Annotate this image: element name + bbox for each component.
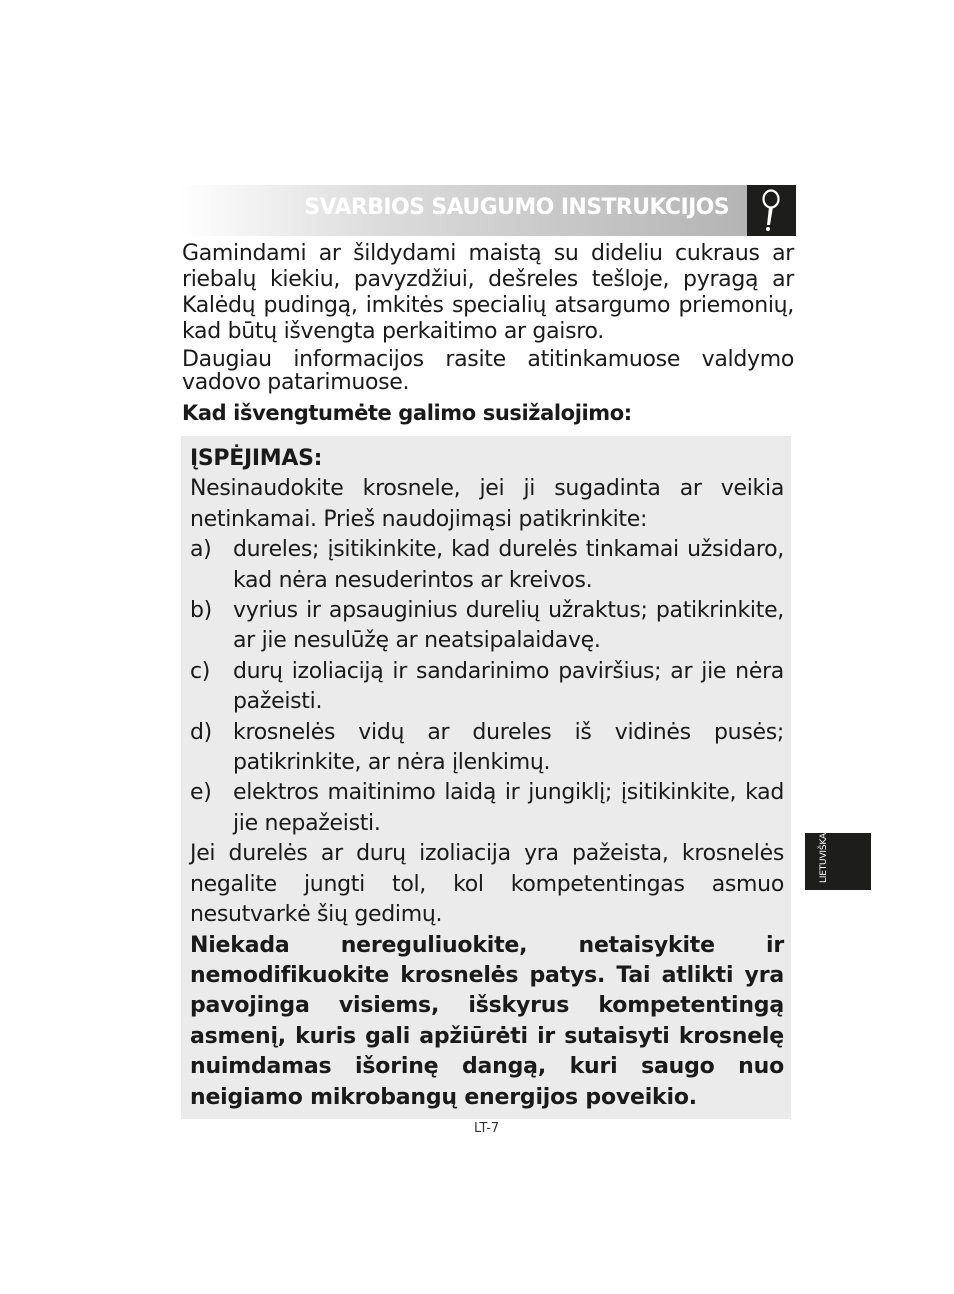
warning-after-text: Jei durelės ar durų izoliacija yra pažeista, krosnelės negalite jungti tol, kol kompetentingas asmuo nesutvarkė šių gedimų. [190, 841, 784, 928]
language-tab [805, 830, 871, 890]
check-list [190, 535, 784, 839]
list-item [190, 535, 784, 596]
warning-bold-text: Niekada nereguliuokite, netaisykite ir nemodifikuokite krosnelės patys. Tai atlikti yra pavojinga visiems, išskyrus kompetentingą asmenį, kuris gali apžiūrėti ir sutaisyti krosnelę nuimdamas išorinę dangą, kuri saugo nuo neigiamo mikrobangų energijos poveikio. [190, 932, 784, 1110]
page-number: LT-7 [474, 1121, 500, 1136]
section-title: SVARBIOS SAUGUMO INSTRUKCIJOS [304, 195, 729, 220]
info-paragraph: Daugiau informacijos rasite atitinkamuose valdymo vadovo patarimuose. [182, 347, 794, 395]
section-header [179, 185, 747, 236]
list-item [190, 596, 784, 657]
list-item-label: d) [190, 719, 212, 745]
list-item [190, 778, 784, 839]
subheading: Kad išvengtumėte galimo susižalojimo: [182, 401, 632, 425]
list-item-text: durų izoliaciją ir sandarinimo paviršius; ar jie nėra pažeisti. [233, 658, 784, 715]
intro-paragraph: Gamindami ar šildydami maistą su dideliu cukraus ar riebalų kiekiu, pavyzdžiui, dešreles tešloje, pyragą ar Kalėdų pudingą, imkitės specialių atsargumo priemonių, kad būtų išvengta perkaitimo ar gaisro. [182, 241, 794, 344]
list-item-text: dureles; įsitikinkite, kad durelės tinkamai užsidaro, kad nėra nesuderintos ar kreivos. [233, 537, 784, 593]
list-item-text: krosnelės vidų ar dureles iš vidinės pusės; patikrinkite, ar nėra įlenkimų. [233, 719, 784, 776]
list-item-label: a) [190, 537, 212, 563]
warning-intro: Nesinaudokite krosnele, jei ji sugadinta ar veikia netinkamai. Prieš naudojimąsi patikrinkite: [190, 476, 784, 532]
list-item [190, 718, 784, 779]
language-tab-label: LIETUVIŠKAI [819, 830, 829, 883]
header-icon-box [747, 185, 796, 236]
list-item-text: elektros maitinimo laidą ir jungiklį; įsitikinkite, kad jie nepažeisti. [233, 780, 784, 836]
list-item [190, 657, 784, 718]
list-item-label: e) [190, 780, 212, 806]
warning-box [181, 436, 791, 1119]
exclamation-icon [747, 185, 796, 236]
list-item-label: c) [190, 658, 211, 684]
list-item-label: b) [190, 598, 212, 624]
warning-heading: ĮSPĖJIMAS: [190, 446, 323, 471]
list-item-text: vyrius ir apsauginius durelių užraktus; patikrinkite, ar jie nesulūžę ar neatsipalaidavę. [233, 598, 784, 654]
